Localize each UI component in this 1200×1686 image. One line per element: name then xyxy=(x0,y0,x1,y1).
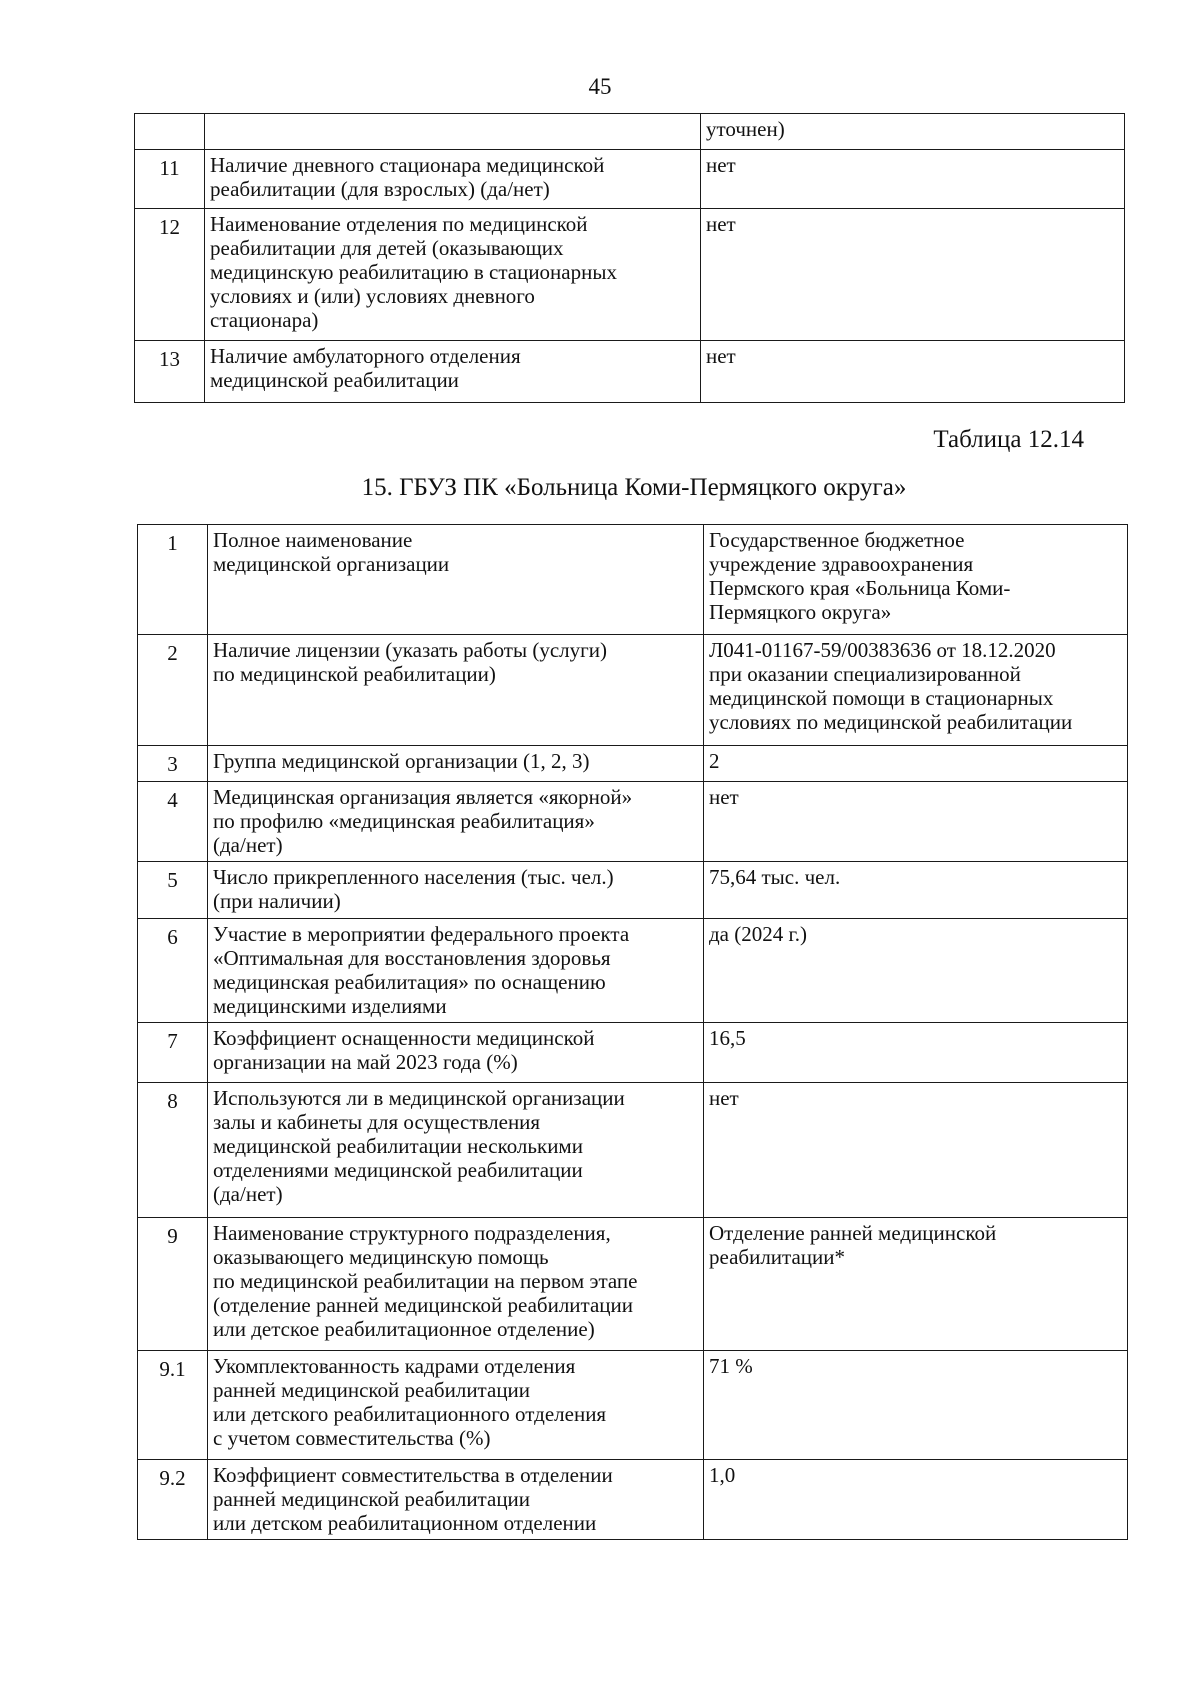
row-number: 1 xyxy=(138,525,208,635)
row-value: Отделение ранней медицинской реабилитации* xyxy=(704,1218,1128,1351)
row-description: Наличие амбулаторного отделения медицинской реабилитации xyxy=(205,341,701,403)
main-table-body xyxy=(138,525,1128,1540)
row-description: Укомплектованность кадрами отделения ранней медицинской реабилитации или детского реабилитационного отделения с учетом совместительства (%) xyxy=(208,1351,704,1460)
row-number: 8 xyxy=(138,1083,208,1218)
table-row xyxy=(138,1460,1128,1540)
row-number xyxy=(135,114,205,150)
row-number: 7 xyxy=(138,1023,208,1083)
row-description xyxy=(205,114,701,150)
row-description: Наименование отделения по медицинской реабилитации для детей (оказывающих медицинскую реабилитацию в стационарных условиях и (или) условиях дневного стационара) xyxy=(205,209,701,341)
row-number: 13 xyxy=(135,341,205,403)
row-number: 6 xyxy=(138,919,208,1023)
row-value: нет xyxy=(701,341,1125,403)
row-description: Группа медицинской организации (1, 2, 3) xyxy=(208,746,704,782)
table-row xyxy=(138,1023,1128,1083)
row-value: 16,5 xyxy=(704,1023,1128,1083)
row-number: 9 xyxy=(138,1218,208,1351)
row-number: 4 xyxy=(138,782,208,862)
table-row xyxy=(138,1351,1128,1460)
row-value: нет xyxy=(704,782,1128,862)
row-description: Полное наименование медицинской организации xyxy=(208,525,704,635)
row-description: Участие в мероприятии федерального проекта «Оптимальная для восстановления здоровья медицинская реабилитация» по оснащению медицинскими изделиями xyxy=(208,919,704,1023)
table-caption: Таблица 12.14 xyxy=(933,426,1084,453)
table-row xyxy=(138,635,1128,746)
table-row xyxy=(138,746,1128,782)
row-value: Государственное бюджетное учреждение здравоохранения Пермского края «Больница Коми- Пермяцкого округа» xyxy=(704,525,1128,635)
page-number: 45 xyxy=(588,74,612,99)
table-row xyxy=(138,525,1128,635)
table-row xyxy=(138,782,1128,862)
row-number: 9.1 xyxy=(138,1351,208,1460)
row-value: 2 xyxy=(704,746,1128,782)
row-description: Наличие лицензии (указать работы (услуги) по медицинской реабилитации) xyxy=(208,635,704,746)
row-value: 75,64 тыс. чел. xyxy=(704,862,1128,919)
row-value: да (2024 г.) xyxy=(704,919,1128,1023)
table-row xyxy=(138,862,1128,919)
row-number: 2 xyxy=(138,635,208,746)
row-value: Л041-01167-59/00383636 от 18.12.2020 при оказании специализированной медицинской помощи в стационарных условиях по медицинской реабилитации xyxy=(704,635,1128,746)
row-description: Наличие дневного стационара медицинской реабилитации (для взрослых) (да/нет) xyxy=(205,150,701,209)
row-number: 11 xyxy=(135,150,205,209)
table-row xyxy=(135,150,1125,209)
row-description: Наименование структурного подразделения, оказывающего медицинскую помощь по медицинской реабилитации на первом этапе (отделение ранней медицинской реабилитации или детское реабилитационное отделение) xyxy=(208,1218,704,1351)
row-number: 12 xyxy=(135,209,205,341)
section-title: 15. ГБУЗ ПК «Больница Коми-Пермяцкого округа» xyxy=(361,474,907,501)
table-row xyxy=(135,341,1125,403)
row-value: нет xyxy=(704,1083,1128,1218)
continued-table-body xyxy=(135,114,1125,403)
main-table xyxy=(137,524,1128,1540)
table-row xyxy=(135,114,1125,150)
table-row xyxy=(135,209,1125,341)
row-number: 5 xyxy=(138,862,208,919)
row-value: нет xyxy=(701,209,1125,341)
table-row xyxy=(138,1218,1128,1351)
table-row xyxy=(138,1083,1128,1218)
row-number: 9.2 xyxy=(138,1460,208,1540)
table-row xyxy=(138,919,1128,1023)
row-description: Медицинская организация является «якорной» по профилю «медицинская реабилитация» (да/нет) xyxy=(208,782,704,862)
row-number: 3 xyxy=(138,746,208,782)
row-description: Коэффициент оснащенности медицинской организации на май 2023 года (%) xyxy=(208,1023,704,1083)
continued-table xyxy=(134,113,1125,403)
row-value: уточнен) xyxy=(701,114,1125,150)
row-value: 71 % xyxy=(704,1351,1128,1460)
row-description: Коэффициент совместительства в отделении ранней медицинской реабилитации или детском реабилитационном отделении xyxy=(208,1460,704,1540)
row-description: Используются ли в медицинской организации залы и кабинеты для осуществления медицинской реабилитации несколькими отделениями медицинской реабилитации (да/нет) xyxy=(208,1083,704,1218)
row-value: 1,0 xyxy=(704,1460,1128,1540)
row-value: нет xyxy=(701,150,1125,209)
row-description: Число прикрепленного населения (тыс. чел.) (при наличии) xyxy=(208,862,704,919)
